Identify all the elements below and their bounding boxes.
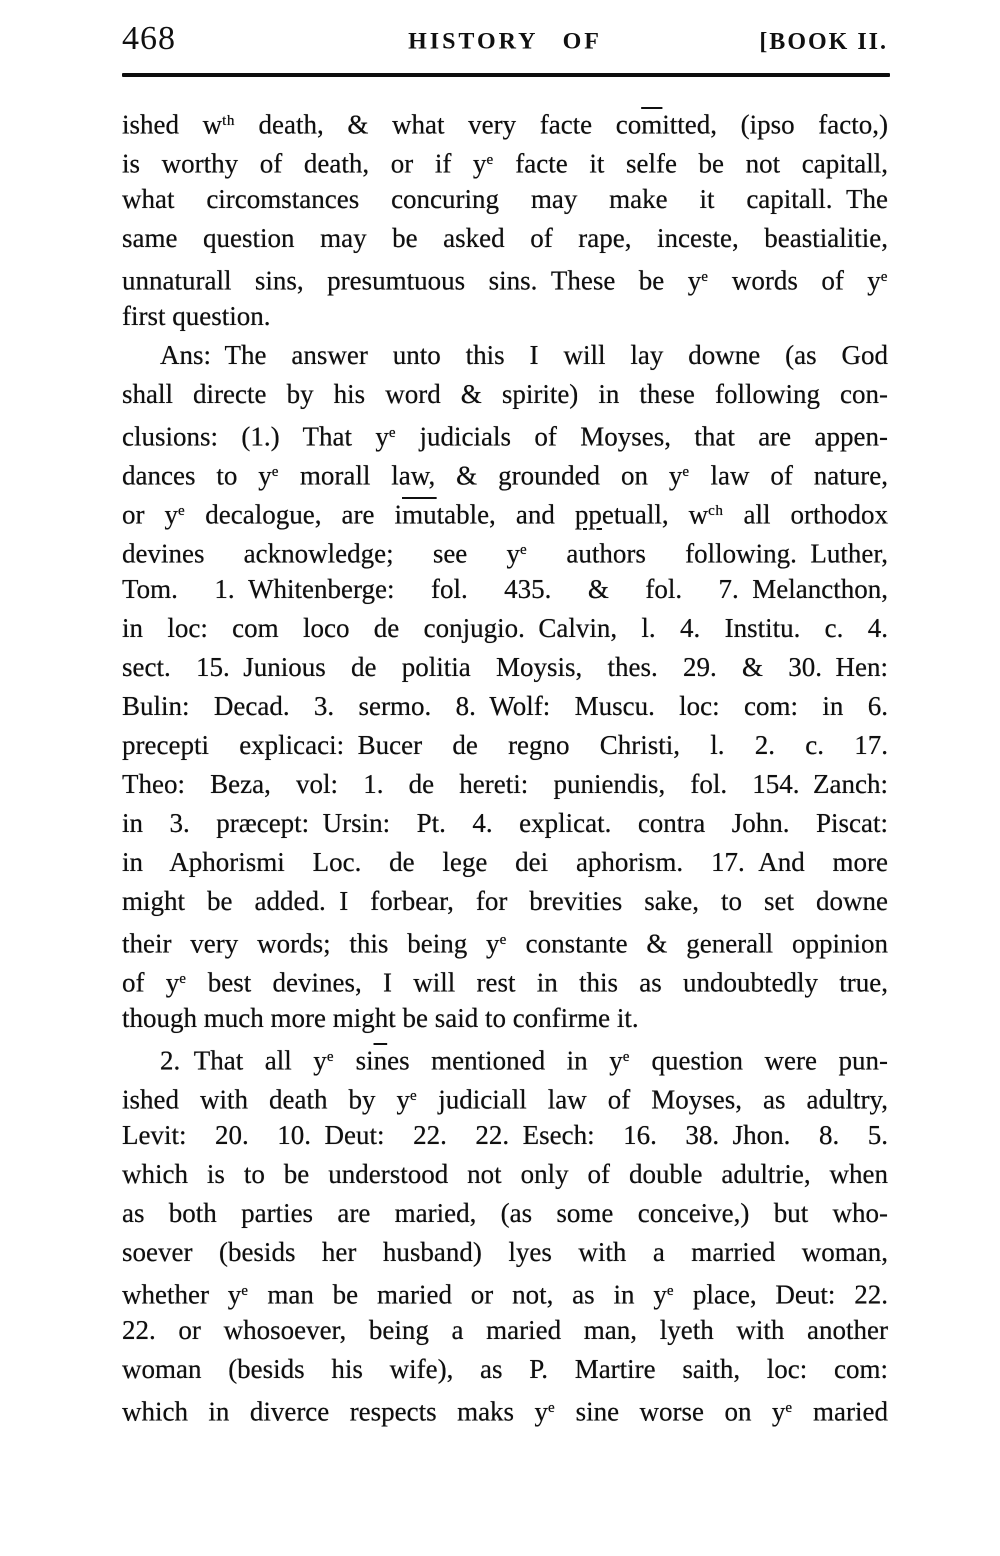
text-line: is worthy of death, or if $y^e$ facte it selfe be not capitall,: [122, 148, 888, 179]
text-line: first question.: [122, 301, 271, 331]
text-line: what circomstances concuring may make it capitall. The: [122, 184, 888, 214]
page-header: [122, 20, 888, 60]
page-body: [122, 102, 888, 1428]
text-line: ished $w^{th}$ death, & what very facte $co\overline{m}itted$, (ipso facto,): [122, 109, 888, 140]
text-line: which is to be understood not only of double adultrie, when: [122, 1159, 888, 1189]
text-line: their very words; this being $y^e$ constante & generall oppinion: [122, 928, 888, 959]
text-line: in 3. præcept: Ursin: Pt. 4. explicat. contra John. Piscat:: [122, 808, 888, 838]
text-line: 22. or whosoever, being a maried man, lyeth with another: [122, 1315, 888, 1345]
running-header-title: HISTORY OF: [408, 29, 602, 55]
text-line: or $y^e$ decalogue, are $i\overline{mu}table$, and ppetuall, $w^{ch}$ all orthodox: [122, 499, 888, 530]
text-line: as both parties are maried, (as some conceive,) but who-: [122, 1198, 888, 1228]
text-line: unnaturall sins, presumtuous sins. These be $y^e$ words of $y^e$: [122, 265, 888, 296]
text-line: shall directe by his word & spirite) in these following con-: [122, 379, 888, 409]
text-line: sect. 15. Junious de politia Moysis, thes. 29. & 30. Hen:: [122, 652, 888, 682]
page-number: 468: [122, 20, 176, 57]
text-line: Levit: 20. 10. Deut: 22. 22. Esech: 16. 38. Jhon. 8. 5.: [122, 1120, 888, 1150]
text-line: in loc: com loco de conjugio. Calvin, l. 4. Institu. c. 4.: [122, 613, 888, 643]
text-line: Theo: Beza, vol: 1. de hereti: puniendis, fol. 154. Zanch:: [122, 769, 888, 799]
header-rule: [122, 73, 890, 77]
text-line: 2. That all $y^e$ $si\overline{n}es$ mentioned in $y^e$ question were pun-: [160, 1045, 889, 1076]
text-line: though much more might be said to confirme it.: [122, 1003, 639, 1033]
text-line: might be added. I forbear, for brevities sake, to set downe: [122, 886, 888, 916]
text-line: in Aphorismi Loc. de lege dei aphorism. 17. And more: [122, 847, 888, 877]
text-line: same question may be asked of rape, inceste, beastialitie,: [122, 223, 888, 253]
text-line: of $y^e$ best devines, I will rest in this as undoubtedly true,: [122, 967, 888, 998]
text-line: which in diverce respects maks $y^e$ sine worse on $y^e$ maried: [122, 1396, 888, 1427]
text-line: woman (besids his wife), as P. Martire saith, loc: com:: [122, 1354, 888, 1384]
text-line: Ans: The answer unto this I will lay downe (as God: [160, 340, 888, 370]
text-line: Tom. 1. Whitenberge: fol. 435. & fol. 7. Melancthon,: [122, 574, 888, 604]
text-line: dances to $y^e$ morall law, & grounded on $y^e$ law of nature,: [122, 460, 888, 491]
text-line: clusions: (1.) That $y^e$ judicials of Moyses, that are appen-: [122, 421, 888, 452]
text-line: devines acknowledge; see $y^e$ authors following. Luther,: [122, 538, 888, 569]
text-line: ished with death by $y^e$ judiciall law of Moyses, as adultry,: [122, 1084, 889, 1115]
text-line: whether $y^e$ man be maried or not, as in $y^e$ place, Deut: 22.: [122, 1279, 888, 1310]
text-line: Bulin: Decad. 3. sermo. 8. Wolf: Muscu. loc: com: in 6.: [122, 691, 888, 721]
book-label: [BOOK II.: [759, 29, 888, 55]
text-line: soever (besids her husband) lyes with a married woman,: [122, 1237, 888, 1267]
text-line: precepti explicaci: Bucer de regno Christi, l. 2. c. 17.: [122, 730, 888, 760]
